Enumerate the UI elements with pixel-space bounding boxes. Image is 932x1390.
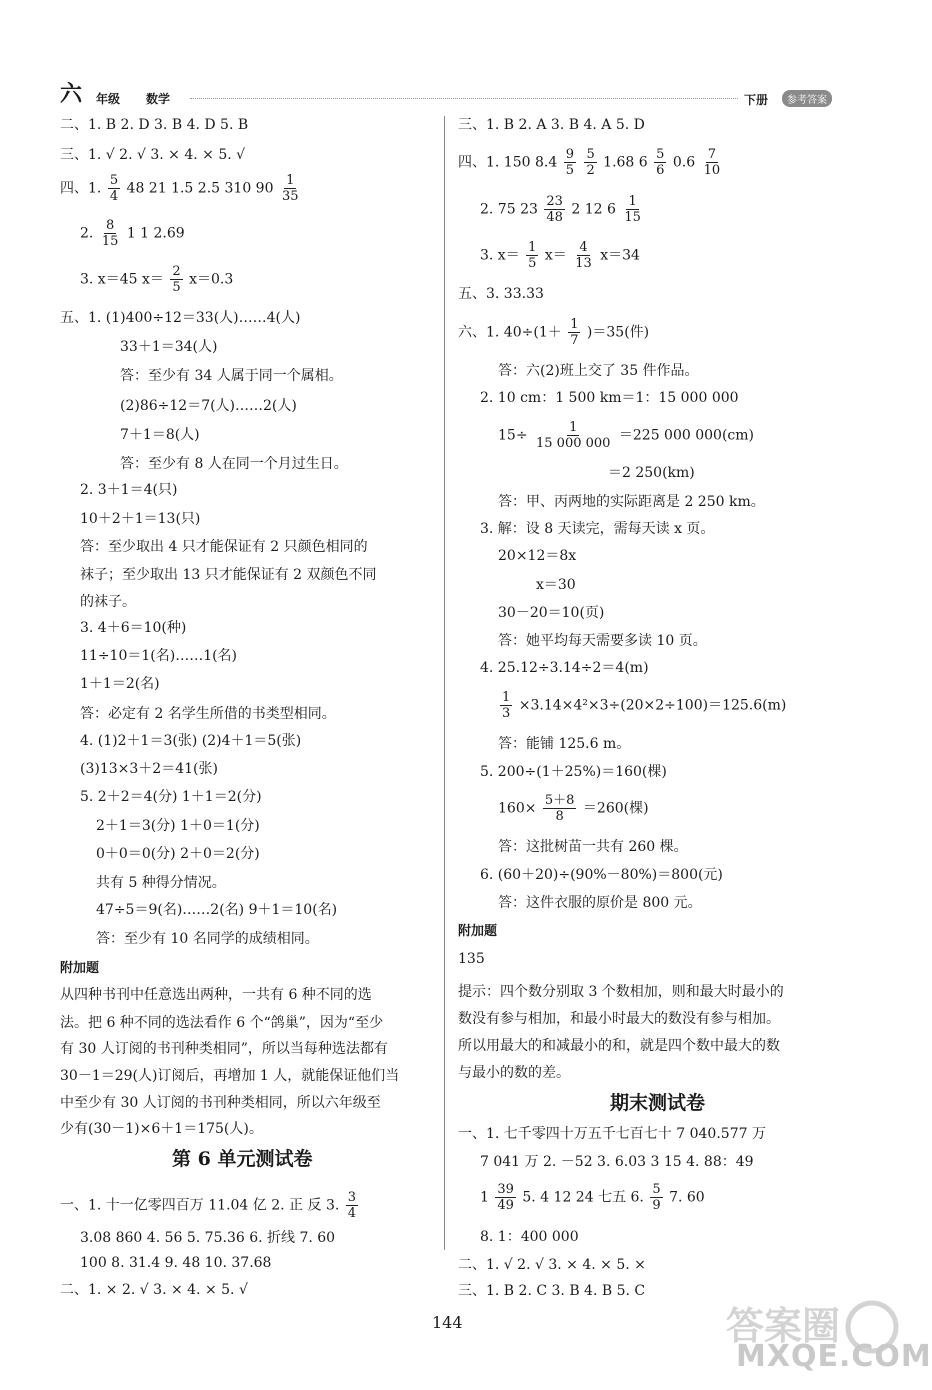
answer-text: 3. x＝45 x＝: [80, 271, 164, 288]
fraction: $\frac{39}{49}$: [497, 1182, 514, 1213]
answer-line: 11÷10＝1(名)……1(名): [80, 648, 238, 664]
answer-key-badge: 参考答案: [782, 90, 832, 107]
paragraph-line: 少有(30－1)×6＋1＝175(人)。: [60, 1121, 263, 1137]
watermark-logo-text: 答案圈: [726, 1304, 841, 1348]
answer-line: (2)86÷12＝7(人)……2(人): [120, 398, 297, 414]
section-title: 第 6 单元测试卷: [172, 1148, 313, 1170]
answer-line: 30－20＝10(页): [498, 605, 605, 621]
answer-line: [480, 1182, 705, 1213]
section-title: 期末测试卷: [610, 1092, 706, 1114]
grade-label: 六: [60, 82, 83, 107]
fraction: $\frac{1}{35}$: [281, 173, 299, 204]
paragraph-line: 与最小的数的差。: [458, 1065, 570, 1081]
paragraph-line: 法。把 6 种不同的选法看作 6 个“鸽巢”，因为“至少: [60, 1015, 384, 1031]
answer-text: 四、1.: [60, 180, 102, 197]
answer-text: 一、1. 十一亿零四百万 11.04 亿 2. 正 反 3.: [60, 1197, 340, 1214]
answer-text: 2. 75 23: [480, 201, 538, 218]
answer-line: 1＋1＝2(名): [80, 676, 160, 692]
answer-text: 15÷: [498, 427, 528, 444]
answer-line: ＝2 250(km): [608, 465, 695, 481]
paragraph-line: 中至少有 30 人订阅的书刊种类相同，所以六年级至: [60, 1095, 381, 1111]
fraction: $\frac{1}{15 000 000}$: [536, 420, 611, 451]
fraction: $\frac{5}{6}$: [656, 147, 665, 178]
answer-line: [80, 218, 185, 249]
answer-line: 答：她平均每天需要多读 10 页。: [498, 633, 707, 649]
answer-line: 三、1. √ 2. √ 3. × 4. × 5. √: [60, 147, 246, 163]
answer-line: 7 041 万 2. －52 3. 6.03 3 15 4. 88：49: [480, 1154, 754, 1170]
fraction: $\frac{4}{13}$: [575, 240, 592, 271]
fraction: $\frac{5+8}{8}$: [544, 793, 575, 824]
answer-text: x＝0.3: [189, 271, 234, 288]
answer-line: 135: [458, 951, 485, 967]
answer-line: 2. 10 cm：1 500 km＝1：15 000 000: [480, 390, 739, 406]
answer-text: 7. 60: [669, 1189, 705, 1206]
answer-text: 1: [480, 1189, 489, 1206]
paragraph-line: 数没有参与相加，和最小时最大的数没有参与相加。: [458, 1011, 780, 1027]
answer-line: 答：这批树苗一共有 260 棵。: [498, 839, 688, 855]
paragraph-line: 提示：四个数分别取 3 个数相加，则和最大时最小的: [458, 984, 784, 1000]
answer-line: 33＋1＝34(人): [120, 339, 218, 355]
answer-text: 48 21 1.5 2.5 310 90: [126, 180, 274, 197]
answer-text: 六、1. 40÷(1＋: [458, 324, 562, 341]
answer-line: 答：必定有 2 名学生所借的书类型相同。: [80, 706, 336, 722]
answer-line: 6. (60＋20)÷(90%－80%)＝800(元): [480, 867, 723, 883]
answer-line: 8. 1：400 000: [480, 1229, 579, 1245]
answer-line: 4. (1)2＋1＝3(张) (2)4＋1＝5(张): [80, 733, 302, 749]
answer-line: [480, 194, 645, 225]
answer-line: 2. 3＋1＝4(只): [80, 482, 178, 498]
answer-line: 五、1. (1)400÷12＝33(人)……4(人): [60, 310, 301, 326]
answer-line: 2＋1＝3(分) 1＋0＝1(分): [96, 818, 260, 834]
answer-text: 四、1. 150 8.4: [458, 154, 558, 171]
answer-line: 47÷5＝9(名)……2(名) 9＋1＝10(名): [96, 902, 338, 918]
answer-line: 五、3. 33.33: [458, 286, 544, 302]
fraction: $\frac{9}{5}$: [565, 147, 574, 178]
volume-label: 下册: [744, 93, 769, 107]
answer-line: 一、1. 七千零四十万五千七百七十 7 040.577 万: [458, 1126, 766, 1142]
answer-line: [498, 420, 754, 451]
fraction: $\frac{5}{2}$: [586, 147, 595, 178]
answer-line: [458, 317, 649, 348]
answer-line: [60, 1190, 360, 1221]
answer-line: 答：至少有 10 名同学的成绩相同。: [96, 931, 319, 947]
answer-line: 二、1. √ 2. √ 3. × 4. × 5. ×: [458, 1257, 646, 1273]
fraction: $\frac{5}{4}$: [109, 173, 119, 204]
paragraph-line: 有 30 人订阅的书刊种类相同”，所以当每种选法都有: [60, 1041, 388, 1057]
bonus-heading: 附加题: [60, 961, 100, 976]
answer-line: 100 8. 31.4 9. 48 10. 37.68: [80, 1255, 272, 1271]
answer-line: 三、1. B 2. A 3. B 4. A 5. D: [458, 117, 645, 133]
paragraph-line: 所以用最大的和减最小的和，就是四个数中最大的数: [458, 1038, 780, 1054]
answer-text: ＝225 000 000(cm): [618, 427, 754, 444]
answer-line: 7＋1＝8(人): [120, 427, 200, 443]
answer-line: 共有 5 种得分情况。: [96, 875, 226, 891]
answer-line: 3.08 860 4. 56 5. 75.36 6. 折线 7. 60: [80, 1230, 336, 1246]
answer-line: 答：能铺 125.6 m。: [498, 736, 631, 752]
fraction: $\frac{7}{10}$: [703, 147, 721, 178]
paragraph-line: 从四种书刊中任意选出两种，一共有 6 种不同的选: [60, 987, 372, 1003]
fraction: $\frac{5}{9}$: [652, 1182, 661, 1213]
header-rule: [190, 98, 738, 99]
answer-line: [80, 264, 233, 295]
subject-label: 数学: [146, 92, 171, 106]
answer-line: [498, 793, 649, 824]
answer-text: 2.: [80, 225, 94, 242]
fraction: $\frac{23}{48}$: [546, 194, 563, 225]
answer-line: 3. 解：设 8 天读完，需每天读 x 页。: [480, 521, 715, 537]
page-number: 144: [432, 1313, 463, 1332]
answer-text: ×3.14×4²×3÷(20×2÷100)＝125.6(m): [518, 697, 787, 714]
answer-line: 0＋0＝0(分) 2＋0＝2(分): [96, 846, 260, 862]
answer-line: (3)13×3＋2＝41(张): [80, 761, 218, 777]
answer-text: 3. x＝: [480, 247, 520, 264]
answer-line: [60, 173, 303, 204]
answer-line: 20×12＝8x: [498, 548, 577, 564]
fraction: $\frac{1}{5}$: [528, 240, 537, 271]
answer-text: )＝35(件): [586, 324, 650, 341]
answer-text: ＝260(棵): [582, 800, 649, 817]
answer-line: x＝30: [536, 577, 576, 593]
answer-text: x＝: [544, 247, 567, 264]
bonus-heading: 附加题: [458, 924, 498, 939]
answer-text: 1 1 2.69: [126, 225, 185, 242]
answer-line: 二、1. × 2. √ 3. × 4. × 5. √: [60, 1282, 248, 1298]
answer-line: 袜子；至少取出 13 只才能保证有 2 双颜色不同: [80, 567, 377, 583]
answer-line: 4. 25.12÷3.14÷2＝4(m): [480, 660, 649, 676]
grade-word: 年级: [96, 92, 121, 106]
answer-line: 5. 2＋2＝4(分) 1＋1＝2(分): [80, 789, 262, 805]
answer-line: 答：至少有 8 人在同一个月过生日。: [120, 456, 348, 472]
answer-line: 三、1. B 2. C 3. B 4. B 5. C: [458, 1283, 646, 1299]
answer-line: 3. 4＋6＝10(种): [80, 620, 187, 636]
answer-text: x＝34: [600, 247, 640, 264]
fraction: $\frac{8}{15}$: [101, 218, 119, 249]
fraction: $\frac{1}{7}$: [570, 317, 579, 348]
answer-text: 0.6: [672, 154, 696, 171]
watermark-url: MXQE.COM: [736, 1339, 932, 1374]
answer-text: 2 12 6: [571, 201, 616, 218]
answer-text: 1.68 6: [603, 154, 648, 171]
answer-line: 答：甲、丙两地的实际距离是 2 250 km。: [498, 494, 765, 510]
column-divider: [444, 116, 445, 1250]
answer-line: [480, 240, 640, 271]
answer-line: [498, 690, 786, 721]
answer-line: 答：至少有 34 人属于同一个属相。: [120, 368, 343, 384]
fraction: $\frac{1}{15}$: [624, 194, 641, 225]
answer-line: 二、1. B 2. D 3. B 4. D 5. B: [60, 117, 249, 133]
answer-text: 5. 4 12 24 七五 6.: [522, 1189, 644, 1206]
answer-line: 答：这件衣服的原价是 800 元。: [498, 895, 702, 911]
answer-line: 的袜子。: [80, 594, 136, 610]
fraction: $\frac{2}{5}$: [172, 264, 181, 295]
fraction: $\frac{1}{3}$: [502, 690, 511, 721]
answer-line: [458, 147, 724, 178]
paragraph-line: 30－1＝29(人)订阅后，再增加 1 人，就能保证他们当: [60, 1068, 400, 1084]
answer-text: 160×: [498, 800, 537, 817]
fraction: $\frac{3}{4}$: [347, 1190, 357, 1221]
answer-line: 答：至少取出 4 只才能保证有 2 只颜色相同的: [80, 539, 368, 555]
answer-line: 5. 200÷(1＋25%)＝160(棵): [480, 764, 667, 780]
answer-line: 10＋2＋1＝13(只): [80, 511, 201, 527]
answer-line: 答：六(2)班上交了 35 件作品。: [498, 363, 699, 379]
